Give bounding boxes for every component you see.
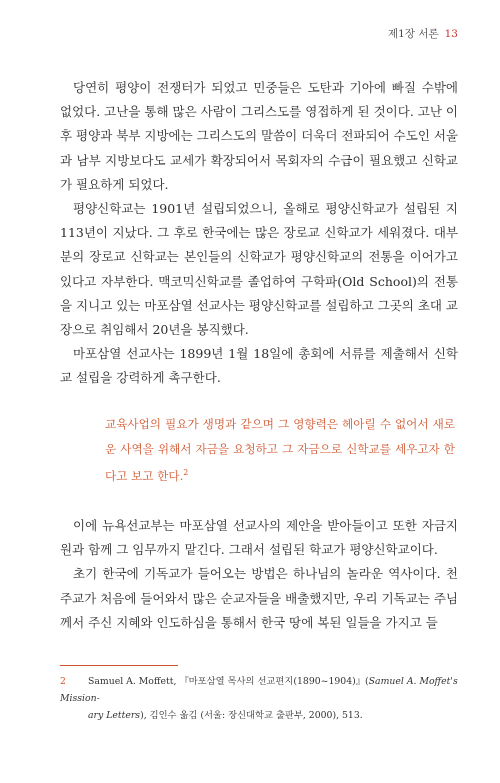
footnote-suffix: ), 김인수 옮김 (서울: 장신대학교 출판부, 2000), 513. xyxy=(140,710,363,721)
footnote xyxy=(60,673,458,724)
paragraph: 이에 뉴욕선교부는 마포삼열 선교사의 제안을 받아들이고 또한 자금지원과 함께 그 임무까지 맡긴다. 그래서 설립된 학교가 평양신학교이다. xyxy=(60,518,458,558)
running-header xyxy=(388,26,458,41)
footnote-divider xyxy=(60,665,178,666)
footnote-title-italic: Samuel A. Moffet's Mission- xyxy=(60,676,458,704)
paragraph: 당연히 평양이 전쟁터가 되었고 민중들은 도탄과 기아에 빠질 수밖에 없었다. 고난을 통해 많은 사람이 그리스도를 영접하게 된 것이다. 고난 이후 평양과 북부 지방에는 그리스도의 말씀이 더욱더 전파되어 수도인 서울과 남부 지방보다도 교세가 확장되어서 목회자의 수급이 필요했고 신학교가 필요하게 되었다. xyxy=(60,80,459,192)
body-text-bottom xyxy=(60,514,458,635)
footnote-number: 2 xyxy=(60,676,66,687)
block-quote-text: 교육사업의 필요가 생명과 같으며 그 영향력은 헤아릴 수 없어서 새로운 사역을 위해서 자금을 요청하고 그 자금으로 신학교를 세우고자 한다고 보고 한다. xyxy=(105,417,455,484)
page-number: 13 xyxy=(444,28,458,40)
body-text-top xyxy=(60,76,458,391)
paragraph: 마포삼열 선교사는 1899년 1월 18일에 총회에 서류를 제출해서 신학교 설립을 강력하게 촉구한다. xyxy=(60,346,458,386)
chapter-title: 제1장 서론 xyxy=(388,28,439,40)
footnote-reference[interactable]: 2 xyxy=(183,468,189,478)
block-quote xyxy=(105,412,455,489)
paragraph: 초기 한국에 기독교가 들어오는 방법은 하나님의 놀라운 역사이다. 천주교가 처음에 들어와서 많은 순교자들을 배출했지만, 우리 기독교는 주님께서 주신 지혜와 인도하심을 통해서 한국 땅에 복된 일들을 가지고 들 xyxy=(60,566,459,630)
footnote-prefix: Samuel A. Moffett, 『마포삼열 목사의 선교편지(1890~1904)』( xyxy=(88,676,369,687)
footnote-title-italic-cont: ary Letters xyxy=(88,710,141,721)
paragraph: 평양신학교는 1901년 설립되었으니, 올해로 평양신학교가 설립된 지 113년이 지났다. 그 후로 한국에는 많은 장로교 신학교가 세워졌다. 대부분의 장로교 신학교는 본인들의 신학교가 평양신학교의 전통을 이어가고 있다고 자부한다. 맥코믹신학교를 졸업하여 구학파(Old School)의 전통을 지니고 있는 마포삼열 선교사는 평양신학교를 설립하고 그곳의 초대 교장으로 취임해서 20년을 봉직했다. xyxy=(60,201,459,338)
